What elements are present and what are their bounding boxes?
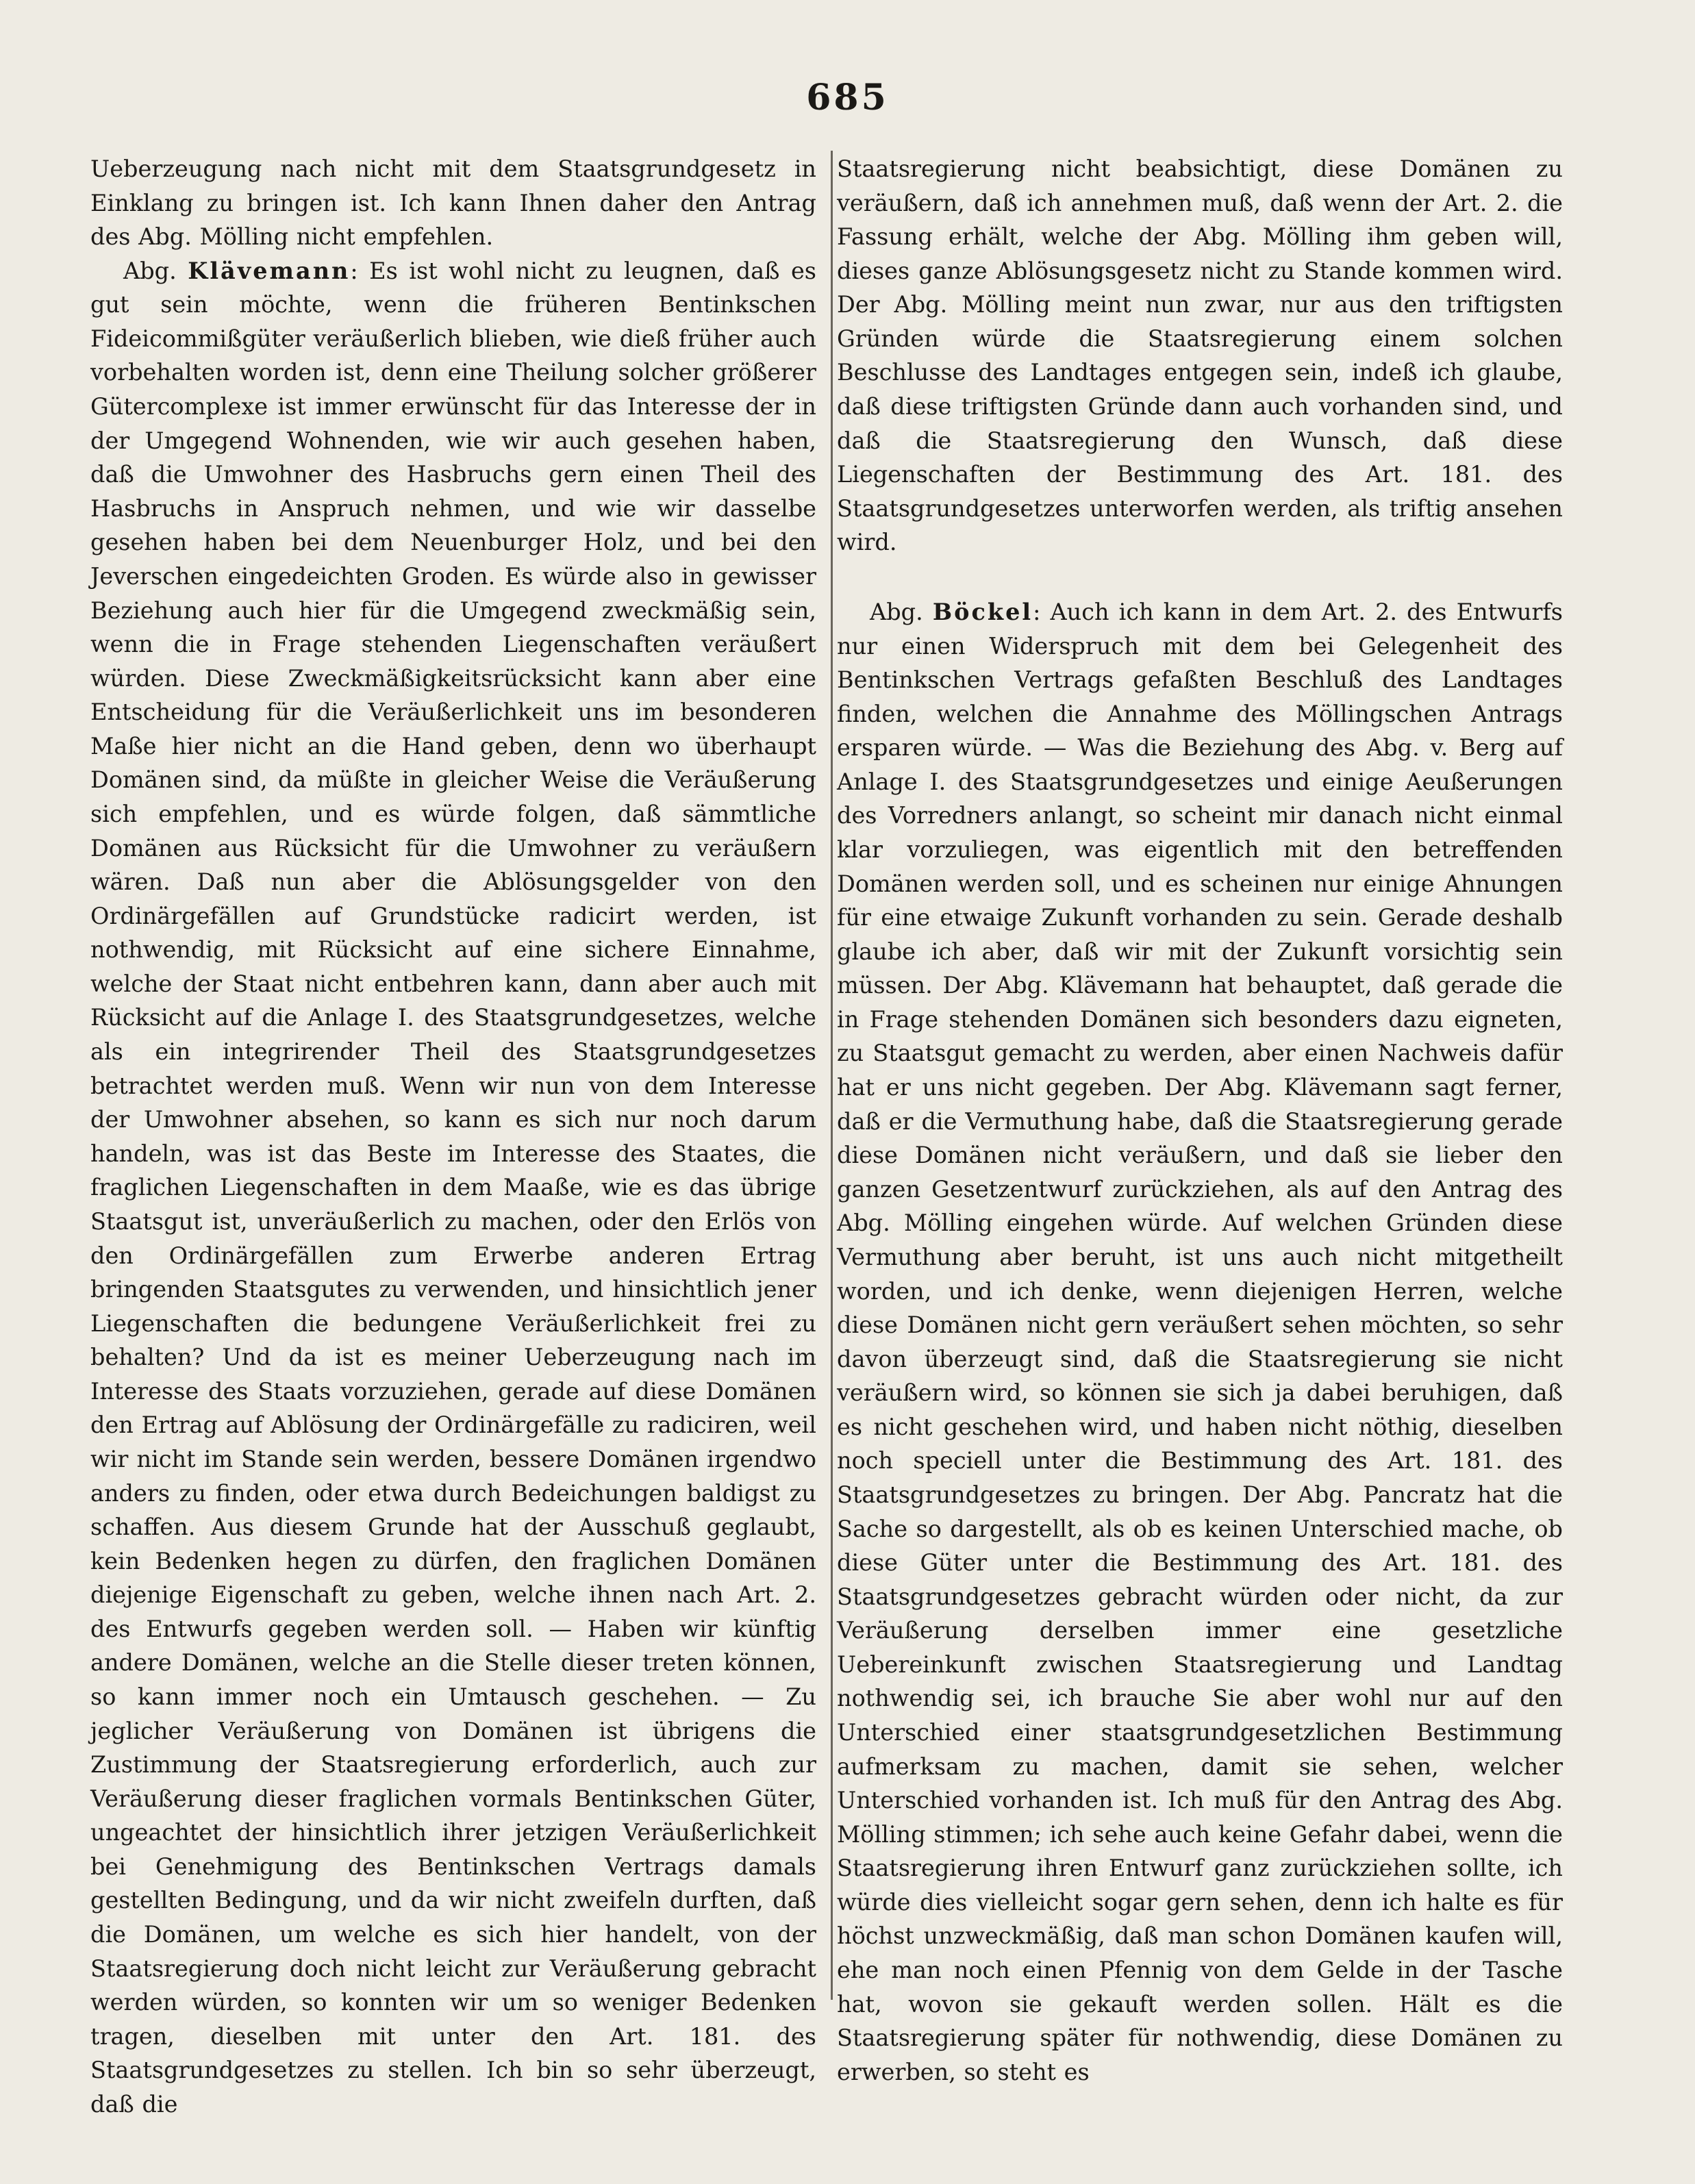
speaker-name: Klävemann [188, 257, 351, 284]
speech-text: : Auch ich kann in dem Art. 2. des Entwurfs nur einen Widerspruch mit dem bei Gelegenheit des Bentinkschen Vertrags gefaßten Beschluß des Landtages finden, welchen die Annahme des Möllingschen Antrags ersparen würde. — Was die Beziehung des Abg. v. Berg auf Anlage I. des Staatsgrundgesetzes und einige Aeußerungen des Vorredners anlangt, so scheint mir danach nicht einmal klar vorzuliegen, was eigentlich mit den betreffenden Domänen werden soll, und es scheinen nur einige Ahnungen für eine etwaige Zukunft vorhanden zu sein. Gerade deshalb glaube ich aber, daß wir mit der Zukunft vorsichtig sein müssen. Der Abg. Klävemann hat behauptet, daß gerade die in Frage stehenden Domänen sich besonders dazu eigneten, zu Staatsgut gemacht zu werden, aber einen Nachweis dafür hat er uns nicht gegeben. Der Abg. Klävemann sagt ferner, daß er die Vermuthung habe, daß die Staatsregierung gerade diese Domänen nicht veräußern, und daß sie lieber den ganzen Gesetzentwurf zurückziehen, als auf den Antrag des Abg. Mölling eingehen würde. Auf welchen Gründen diese Vermuthung aber beruht, ist uns auch nicht mitgetheilt worden, und ich denke, wenn diejenigen Herren, welche diese Domänen nicht gern veräußert sehen möchten, so sehr davon überzeugt sind, daß die Staatsregierung sie nicht veräußern wird, so können sie sich ja dabei beruhigen, daß es nicht geschehen wird, und haben nicht nöthig, dieselben noch speciell unter die Bestimmung des Art. 181. des Staatsgrundgesetzes zu bringen. Der Abg. Pancratz hat die Sache so dargestellt, als ob es keinen Unterschied mache, ob diese Güter unter die Bestimmung des Art. 181. des Staatsgrundgesetzes gebracht würden oder nicht, da zur Veräußerung derselben immer eine gesetzliche Uebereinkunft zwischen Staatsregierung und Landtag nothwendig sei, ich brauche Sie aber wohl nur auf den Unterschied einer staatsgrundgesetzlichen Bestimmung aufmerksam zu machen, damit sie sehen, welcher Unterschied vorhanden ist. Ich muß für den Antrag des Abg. Mölling stimmen; ich sehe auch keine Gefahr dabei, wenn die Staatsregierung ihren Entwurf ganz zurückziehen sollte, ich würde dies vielleicht sogar gern sehen, denn ich halte es für höchst unzweckmäßig, daß man schon Domänen kaufen will, ehe man noch einen Pfennig von dem Gelde in der Tasche hat, wovon sie gekauft werden sollen. Hält es die Staatsregierung später für nothwendig, diese Domänen zu erwerben, so steht es [837, 598, 1563, 2085]
speaker-prefix: Abg. [870, 598, 923, 625]
left-column [90, 152, 816, 2122]
speech-text: : Es ist wohl nicht zu leugnen, daß es gut sein möchte, wenn die früheren Bentinkschen Fideicommißgüter veräußerlich blieben, wie dieß früher auch vorbehalten worden ist, denn eine Theilung solcher größerer Gütercomplexe ist immer erwünscht für das Interesse der in der Umgegend Wohnenden, wie wir auch gesehen haben, daß die Umwohner des Hasbruchs gern einen Theil des Hasbruchs in Anspruch nehmen, und wie wir dasselbe gesehen haben bei dem Neuenburger Holz, und bei den Jeverschen eingedeichten Groden. Es würde also in gewisser Beziehung auch hier für die Umgegend zweckmäßig sein, wenn die in Frage stehenden Liegenschaften veräußert würden. Diese Zweckmäßigkeitsrücksicht kann aber eine Entscheidung für die Veräußerlichkeit uns im besonderen Maße hier nicht an die Hand geben, denn wo überhaupt Domänen sind, da müßte in gleicher Weise die Veräußerung sich empfehlen, und es würde folgen, daß sämmtliche Domänen aus Rücksicht für die Umwohner zu veräußern wären. Daß nun aber die Ablösungsgelder von den Ordinärgefällen auf Grundstücke radicirt werden, ist nothwendig, mit Rücksicht auf eine sichere Einnahme, welche der Staat nicht entbehren kann, dann aber auch mit Rücksicht auf die Anlage I. des Staatsgrundgesetzes, welche als ein integrirender Theil des Staatsgrundgesetzes betrachtet werden muß. Wenn wir nun von dem Interesse der Umwohner absehen, so kann es sich nur noch darum handeln, was ist das Beste im Interesse des Staates, die fraglichen Liegenschaften in dem Maaße, wie es das übrige Staatsgut ist, unveräußerlich zu machen, oder den Erlös von den Ordinärgefällen zum Erwerbe anderen Ertrag bringenden Staatsgutes zu verwenden, und hinsichtlich jener Liegenschaften die bedungene Veräußerlichkeit frei zu behalten? Und da ist es meiner Ueberzeugung nach im Interesse des Staats vorzuziehen, gerade auf diese Domänen den Ertrag auf Ablösung der Ordinärgefälle zu radiciren, weil wir nicht im Stande sein werden, bessere Domänen irgendwo anders zu finden, oder etwa durch Bedeichungen baldigst zu schaffen. Aus diesem Grunde hat der Ausschuß geglaubt, kein Bedenken hegen zu dürfen, den fraglichen Domänen diejenige Eigenschaft zu geben, welche ihnen nach Art. 2. des Entwurfs gegeben werden soll. — Haben wir künftig andere Domänen, welche an die Stelle dieser treten können, so kann immer noch ein Umtausch geschehen. — Zu jeglicher Veräußerung von Domänen ist übrigens die Zustimmung der Staatsregierung erforderlich, auch zur Veräußerung dieser fraglichen vormals Bentinkschen Güter, ungeachtet der hinsichtlich ihrer jetzigen Veräußerlichkeit bei Genehmigung des Bentinkschen Vertrags damals gestellten Bedingung, und da wir nicht zweifeln durften, daß die Domänen, um welche es sich hier handelt, von der Staatsregierung doch nicht leicht zur Veräußerung gebracht werden würden, so konnten wir um so weniger Bedenken tragen, dieselben mit unter den Art. 181. des Staatsgrundgesetzes zu stellen. Ich bin so sehr überzeugt, daß die [90, 257, 816, 2118]
speaker-prefix: Abg. [123, 257, 177, 284]
speaker-name: Böckel [932, 598, 1033, 625]
column-divider [831, 151, 833, 2000]
paragraph-klaevemann [90, 254, 816, 2122]
paragraph-boeckel [837, 595, 1563, 2089]
paragraph-continuation: Staatsregierung nicht beabsichtigt, diese Domänen zu veräußern, daß ich annehmen muß, daß wenn der Art. 2. die Fassung erhält, welche der Abg. Mölling ihm geben will, dieses ganze Ablösungsgesetz nicht zu Stande kommen wird. Der Abg. Mölling meint nun zwar, nur aus den triftigsten Gründen würde die Staatsregierung einem solchen Beschlusse des Landtages entgegen sein, indeß ich glaube, daß diese triftigsten Gründe dann auch vorhanden sind, und daß die Staatsregierung den Wunsch, daß diese Liegenschaften der Bestimmung des Art. 181. des Staatsgrundgesetzes unterworfen werden, als triftig ansehen wird. [837, 155, 1563, 556]
paragraph-continuation: Ueberzeugung nach nicht mit dem Staatsgrundgesetz in Einklang zu bringen ist. Ich kann Ihnen daher den Antrag des Abg. Mölling nicht empfehlen. [90, 155, 816, 251]
page-number: 685 [806, 77, 889, 118]
right-column [837, 152, 1563, 2089]
